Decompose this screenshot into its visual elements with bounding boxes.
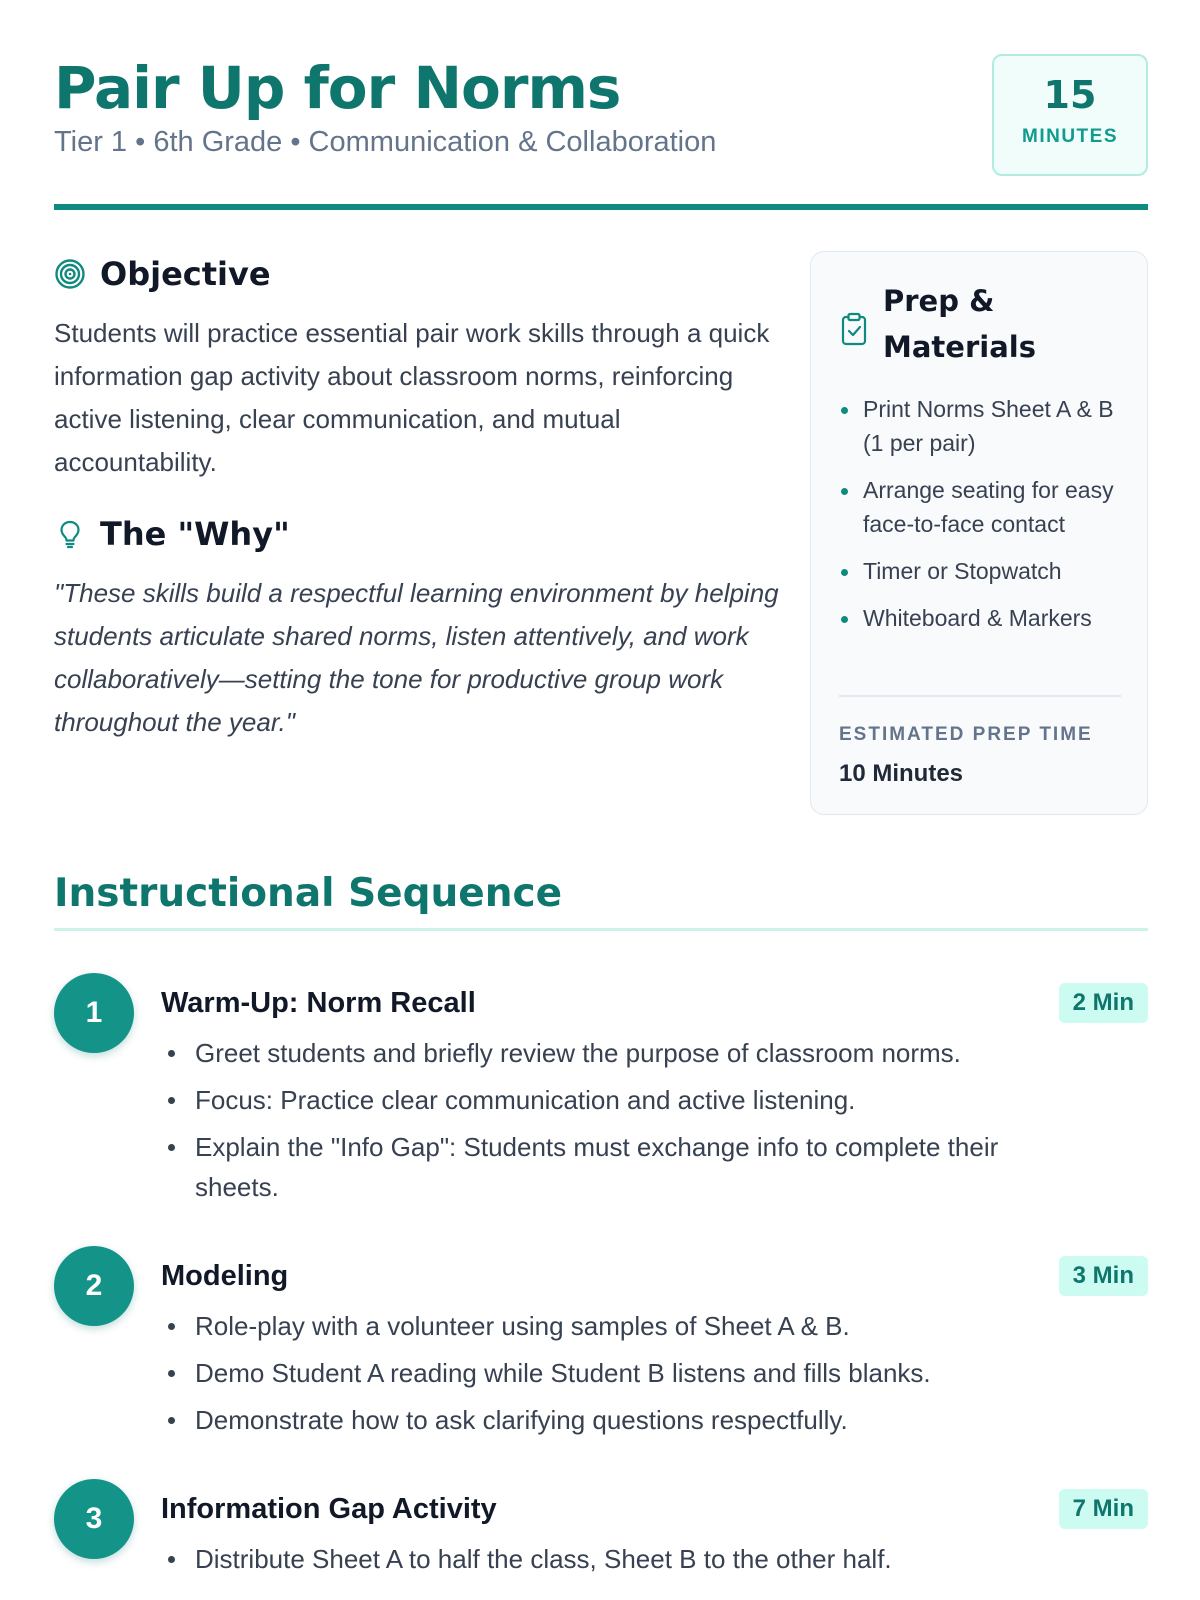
step-title: Modeling [161, 1260, 289, 1292]
prep-item: Whiteboard & Markers [839, 601, 1129, 635]
prep-item: Timer or Stopwatch [839, 554, 1129, 588]
prep-list [839, 392, 1129, 648]
lightbulb-icon [54, 518, 86, 550]
step-bullets [161, 1033, 1061, 1214]
lesson-subtitle: Tier 1 • 6th Grade • Communication & Collaboration [54, 126, 717, 158]
why-label: The "Why" [100, 515, 290, 553]
step-bullet: Distribute Sheet A to half the class, Sheet B to the other half. [161, 1539, 1061, 1579]
step-bullet: Role-play with a volunteer using samples of Sheet A & B. [161, 1306, 1061, 1346]
prep-divider [839, 695, 1121, 697]
objective-label: Objective [100, 255, 271, 293]
duration-unit: MINUTES [1022, 126, 1118, 147]
step-number-badge: 3 [54, 1479, 134, 1559]
sequence-divider [54, 928, 1148, 931]
step-bullets [161, 1539, 1061, 1586]
clipboard-check-icon [839, 312, 869, 346]
step-bullet: Greet students and briefly review the purpose of classroom norms. [161, 1033, 1061, 1073]
step-number-badge: 1 [54, 973, 134, 1053]
duration-box [992, 54, 1148, 176]
lesson-header [54, 54, 1148, 204]
target-icon [54, 258, 86, 290]
prep-title: Prep & Materials [883, 284, 1036, 364]
prep-time-value: 10 Minutes [839, 760, 964, 787]
why-quote: "These skills build a respectful learning environment by helping students articulate shared norms, listen attentively, and work collaboratively—setting the tone for productive group work throughout the year." [54, 578, 779, 737]
step-bullets [161, 1306, 1061, 1447]
step-bullet: Focus: Practice clear communication and active listening. [161, 1080, 1061, 1120]
step-duration-badge: 2 Min [1059, 983, 1148, 1023]
step-bullet: Demonstrate how to ask clarifying questions respectfully. [161, 1400, 1061, 1440]
step-duration-badge: 3 Min [1059, 1256, 1148, 1296]
step-bullet: Demo Student A reading while Student B listens and fills blanks. [161, 1353, 1061, 1393]
objective-text: Students will practice essential pair work skills through a quick information gap activity about classroom norms, reinforcing active listening, clear communication, and mutual accountability. [54, 318, 770, 477]
sequence-title: Instructional Sequence [54, 871, 563, 916]
lesson-title: Pair Up for Norms [54, 54, 621, 122]
duration-value: 15 [1043, 73, 1097, 117]
step-bullet: Explain the "Info Gap": Students must exchange info to complete their sheets. [161, 1127, 1061, 1207]
step-title: Information Gap Activity [161, 1493, 497, 1525]
step-title: Warm-Up: Norm Recall [161, 987, 476, 1019]
lesson-plan-page [54, 0, 1148, 1600]
prep-item: Print Norms Sheet A & B (1 per pair) [839, 392, 1129, 460]
prep-item: Arrange seating for easy face-to-face contact [839, 473, 1129, 541]
prep-time-label: ESTIMATED PREP TIME [839, 724, 1093, 745]
step-duration-badge: 7 Min [1059, 1489, 1148, 1529]
header-divider [54, 204, 1148, 210]
prep-materials-card [810, 251, 1148, 815]
step-number-badge: 2 [54, 1246, 134, 1326]
